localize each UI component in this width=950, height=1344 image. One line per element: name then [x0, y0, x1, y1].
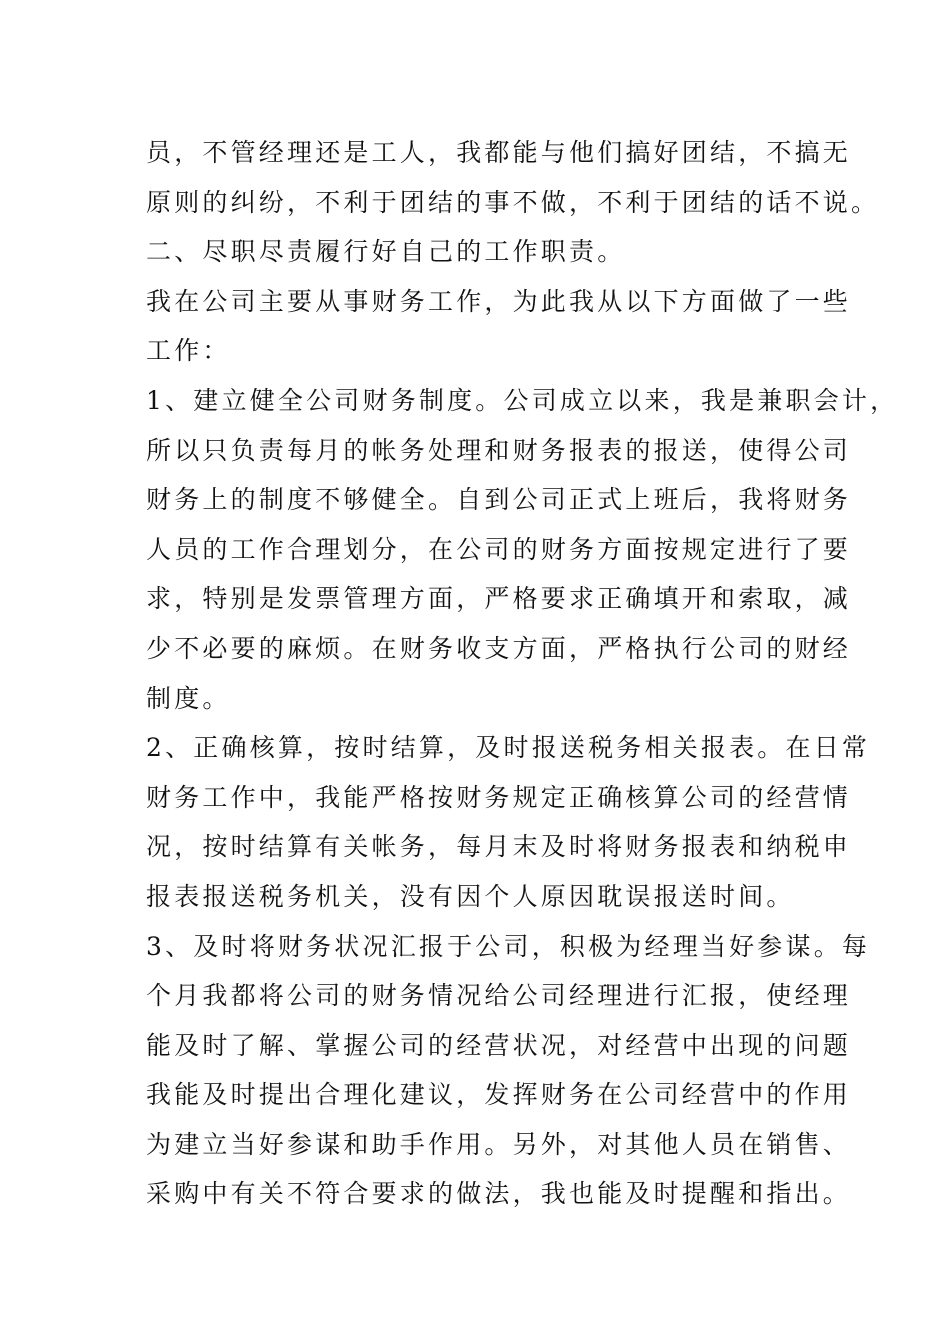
list-item-3: 3、及时将财务状况汇报于公司，积极为经理当好参谋。每 [146, 931, 871, 961]
list-item-1: 1、建立健全公司财务制度。公司成立以来，我是兼职会计， [146, 385, 899, 415]
text-line: 财务工作中，我能严格按财务规定正确核算公司的经营情 [146, 782, 852, 812]
body-text [146, 128, 899, 1219]
text-line: 财务上的制度不够健全。自到公司正式上班后，我将财务 [146, 485, 852, 515]
text-line: 所以只负责每月的帐务处理和财务报表的报送，使得公司 [146, 435, 852, 465]
text-line: 报表报送税务机关，没有因个人原因耽误报送时间。 [146, 881, 795, 911]
text-line: 制度。 [146, 683, 231, 713]
text-line: 我在公司主要从事财务工作，为此我从以下方面做了一些 [146, 286, 852, 316]
list-item-2: 2、正确核算，按时结算，及时报送税务相关报表。在日常 [146, 733, 871, 763]
text-line: 原则的纠纷，不利于团结的事不做，不利于团结的话不说。 [146, 187, 880, 217]
text-line: 为建立当好参谋和助手作用。另外，对其他人员在销售、 [146, 1129, 852, 1159]
text-line: 采购中有关不符合要求的做法，我也能及时提醒和指出。 [146, 1179, 852, 1209]
text-line: 能及时了解、掌握公司的经营状况，对经营中出现的问题 [146, 1030, 852, 1060]
text-line: 少不必要的麻烦。在财务收支方面，严格执行公司的财经 [146, 633, 852, 663]
text-line: 个月我都将公司的财务情况给公司经理进行汇报，使经理 [146, 981, 852, 1011]
text-line: 人员的工作合理划分，在公司的财务方面按规定进行了要 [146, 534, 852, 564]
text-line: 况，按时结算有关帐务，每月末及时将财务报表和纳税申 [146, 832, 852, 862]
section-heading: 二、尽职尽责履行好自己的工作职责。 [146, 237, 626, 267]
text-line: 求，特别是发票管理方面，严格要求正确填开和索取，减 [146, 584, 852, 614]
text-line: 我能及时提出合理化建议，发挥财务在公司经营中的作用 [146, 1080, 852, 1110]
text-line: 工作： [146, 336, 231, 366]
text-line: 员，不管经理还是工人，我都能与他们搞好团结，不搞无 [146, 138, 852, 167]
